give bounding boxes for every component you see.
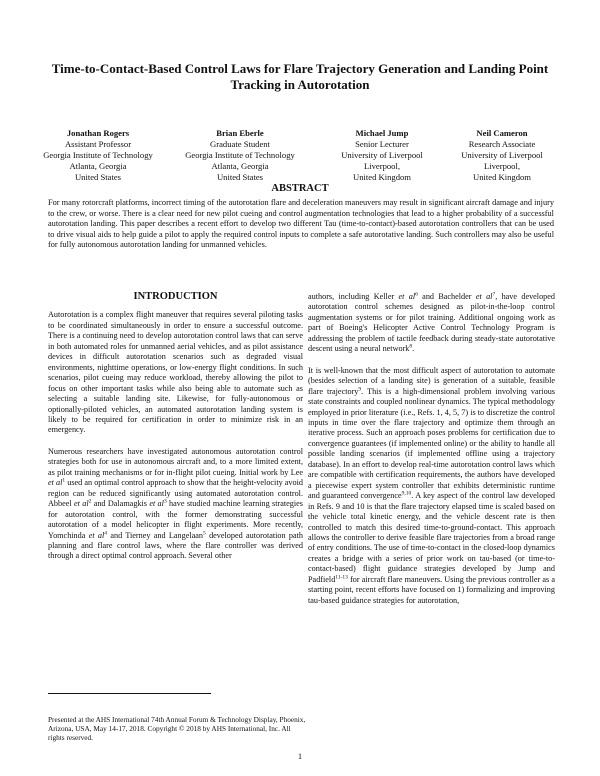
footnote-divider [48,693,211,694]
author-affiliation: Georgia Institute of Technology [43,150,153,160]
intro-paragraph-1: Autorotation is a complex flight maneuver that requires several piloting tasks to be coordinated simultaneously in order to ensure a successful outcome. There is a continuing need to develop autorotation control laws that can serve in both automated roles for unmanned aerial vehicles, and as pilot assistance devices in difficult autorotation scenarios such as degraded visual environments, nighttime operations, or low-energy flight conditions. In such scenarios, pilot cueing may reduce workload, thereby allowing the pilot to focus on other important tasks while also being able to automate such as selecting a suitable landing site. Likewise, for fully-autonomous or optionally-piloted vehicles, an automated autorotation landing system is likely to be required for certification in order to minimize risk in an emergency. [48,310,303,435]
author-1 [28,128,168,183]
author-country: United States [216,172,264,182]
abstract-text: For many rotorcraft platforms, incorrect timing of the autorotation flare and deceleration maneuvers may result in significant aircraft damage and injury to the crew, or worse. There is a clear need for new pilot cueing and control augmentation technologies that lead to a higher probability of a successful autorotation landing. This paper describes a recent effort to develop two different Tau (time-to-contact)-based autorotation controllers that can be used to drive visual aids to help guide a pilot to apply the required control inputs to complete a safe autorotative landing. Such controllers may also be useful for fully autonomous autorotation landing for unmanned vehicles. [48,198,554,250]
author-role: Graduate Student [210,139,270,149]
author-city: Atlanta, Georgia [69,161,127,171]
author-2 [170,128,310,183]
paper-title: Time-to-Contact-Based Control Laws for Flare Trajectory Generation and Landing Point Tracking in Autorotation [51,61,549,92]
author-city: Atlanta, Georgia [211,161,269,171]
author-name: Michael Jump [355,128,409,138]
author-country: United States [74,172,122,182]
author-affiliation: University of Liverpool [461,150,543,160]
intro-paragraph-3: authors, including Keller et $al^6$ and Bachelder et $al^7$, have developed autorotation control schemes designed as pilot-in-the-loop control augmentation systems or for pilot training. Additional ongoing work as part of Boeing's Helicopter Active Control Technology Program is addressing the problem of tactile feedback during steady-state autorotative descent using a neural network$^8$. [308,291,555,354]
author-3 [312,128,452,183]
author-role: Research Associate [468,139,536,149]
author-block [28,128,572,188]
author-4 [432,128,572,183]
author-city: Liverpool, [483,161,521,171]
author-affiliation: University of Liverpool [341,150,423,160]
left-column [48,290,303,573]
author-affiliation: Georgia Institute of Technology [185,150,295,160]
introduction-heading: INTRODUCTION [133,291,218,302]
intro-paragraph-2: Numerous researchers have investigated autonomous autorotation control strategies both for use in autonomous aircraft and, to a more limited extent, as pilot training mechanisms or for in-flight pilot cueing. Initial work by Lee et $al^1$ used an optimal control approach to show that the height-velocity avoid region can be reduced significantly using automated autorotation control. Abbeel et $al^2$ and Dalamagkis et $al^3$ have studied machine learning strategies for autorotation control, with the former demonstrating successful autorotation of a model helicopter in flight experiments. More recently, Yomchinda et $al^4$ and Tierney and Langelaan$^5$ developed autorotation path planning and flare control laws, where the flare controller was derived through a direct optimal control approach. Several other [48,446,303,561]
author-name: Jonathan Rogers [66,128,130,138]
author-name: Neil Cameron [476,128,528,138]
author-name: Brian Eberle [216,128,264,138]
abstract-heading: ABSTRACT [271,183,329,194]
footnote: Presented at the AHS International 74th Annual Forum & Technology Display, Phoenix, Arizona, USA, May 14-17, 2018. Copyright © 2018 by AHS International, Inc. All rights reserved. [48,715,306,742]
author-country: United Kingdom [352,172,411,182]
right-column [308,292,555,617]
author-role: Senior Lecturer [355,139,409,149]
intro-paragraph-4: It is well-known that the most difficult aspect of autorotation to automate (besides selection of a landing site) is generation of a suitable, feasible flare trajectory$^9$. This is a high-dimensional problem involving various state constraints and coupled nonlinear dynamics. The typical methodology employed in prior literature (i.e., Refs. 1, 4, 5, 7) is to discretize the control inputs in time over the flare trajectory and optimize them through an iterative process. Such an approach poses problems for certification due to convergence guarantees (if implemented online) or the ability to handle all possible landing scenarios (if implemented offline using a trajectory database). In an effort to develop real-time autorotation control laws which are compatible with certification requirements, the authors have developed a piecewise expert system controller that exhibits deterministic runtime and guaranteed convergence$^{9,10}$. A key aspect of the control law developed in Refs. 9 and 10 is that the flare trajectory elapsed time is scaled based on the vehicle total kinetic energy, and the vehicle descent rate is then controlled to match this desired time-to-ground-contact. This approach allows the controller to derive feasible flare trajectories from a broad range of entry conditions. The use of time-to-contact in the closed-loop dynamics creates a bridge with a series of prior work on tau-based (or time-to-contact-based) flight guidance strategies developed by Jump and Padfield$^{11-13}$ for aircraft flare maneuvers. Using the previous controller as a starting point, recent efforts have focused on 1) formalizing and improving tau-based guidance strategies for autorotation, [308,365,556,605]
page-number: 1 [297,751,303,761]
author-city: Liverpool, [363,161,401,171]
author-role: Assistant Professor [64,139,132,149]
author-country: United Kingdom [472,172,531,182]
